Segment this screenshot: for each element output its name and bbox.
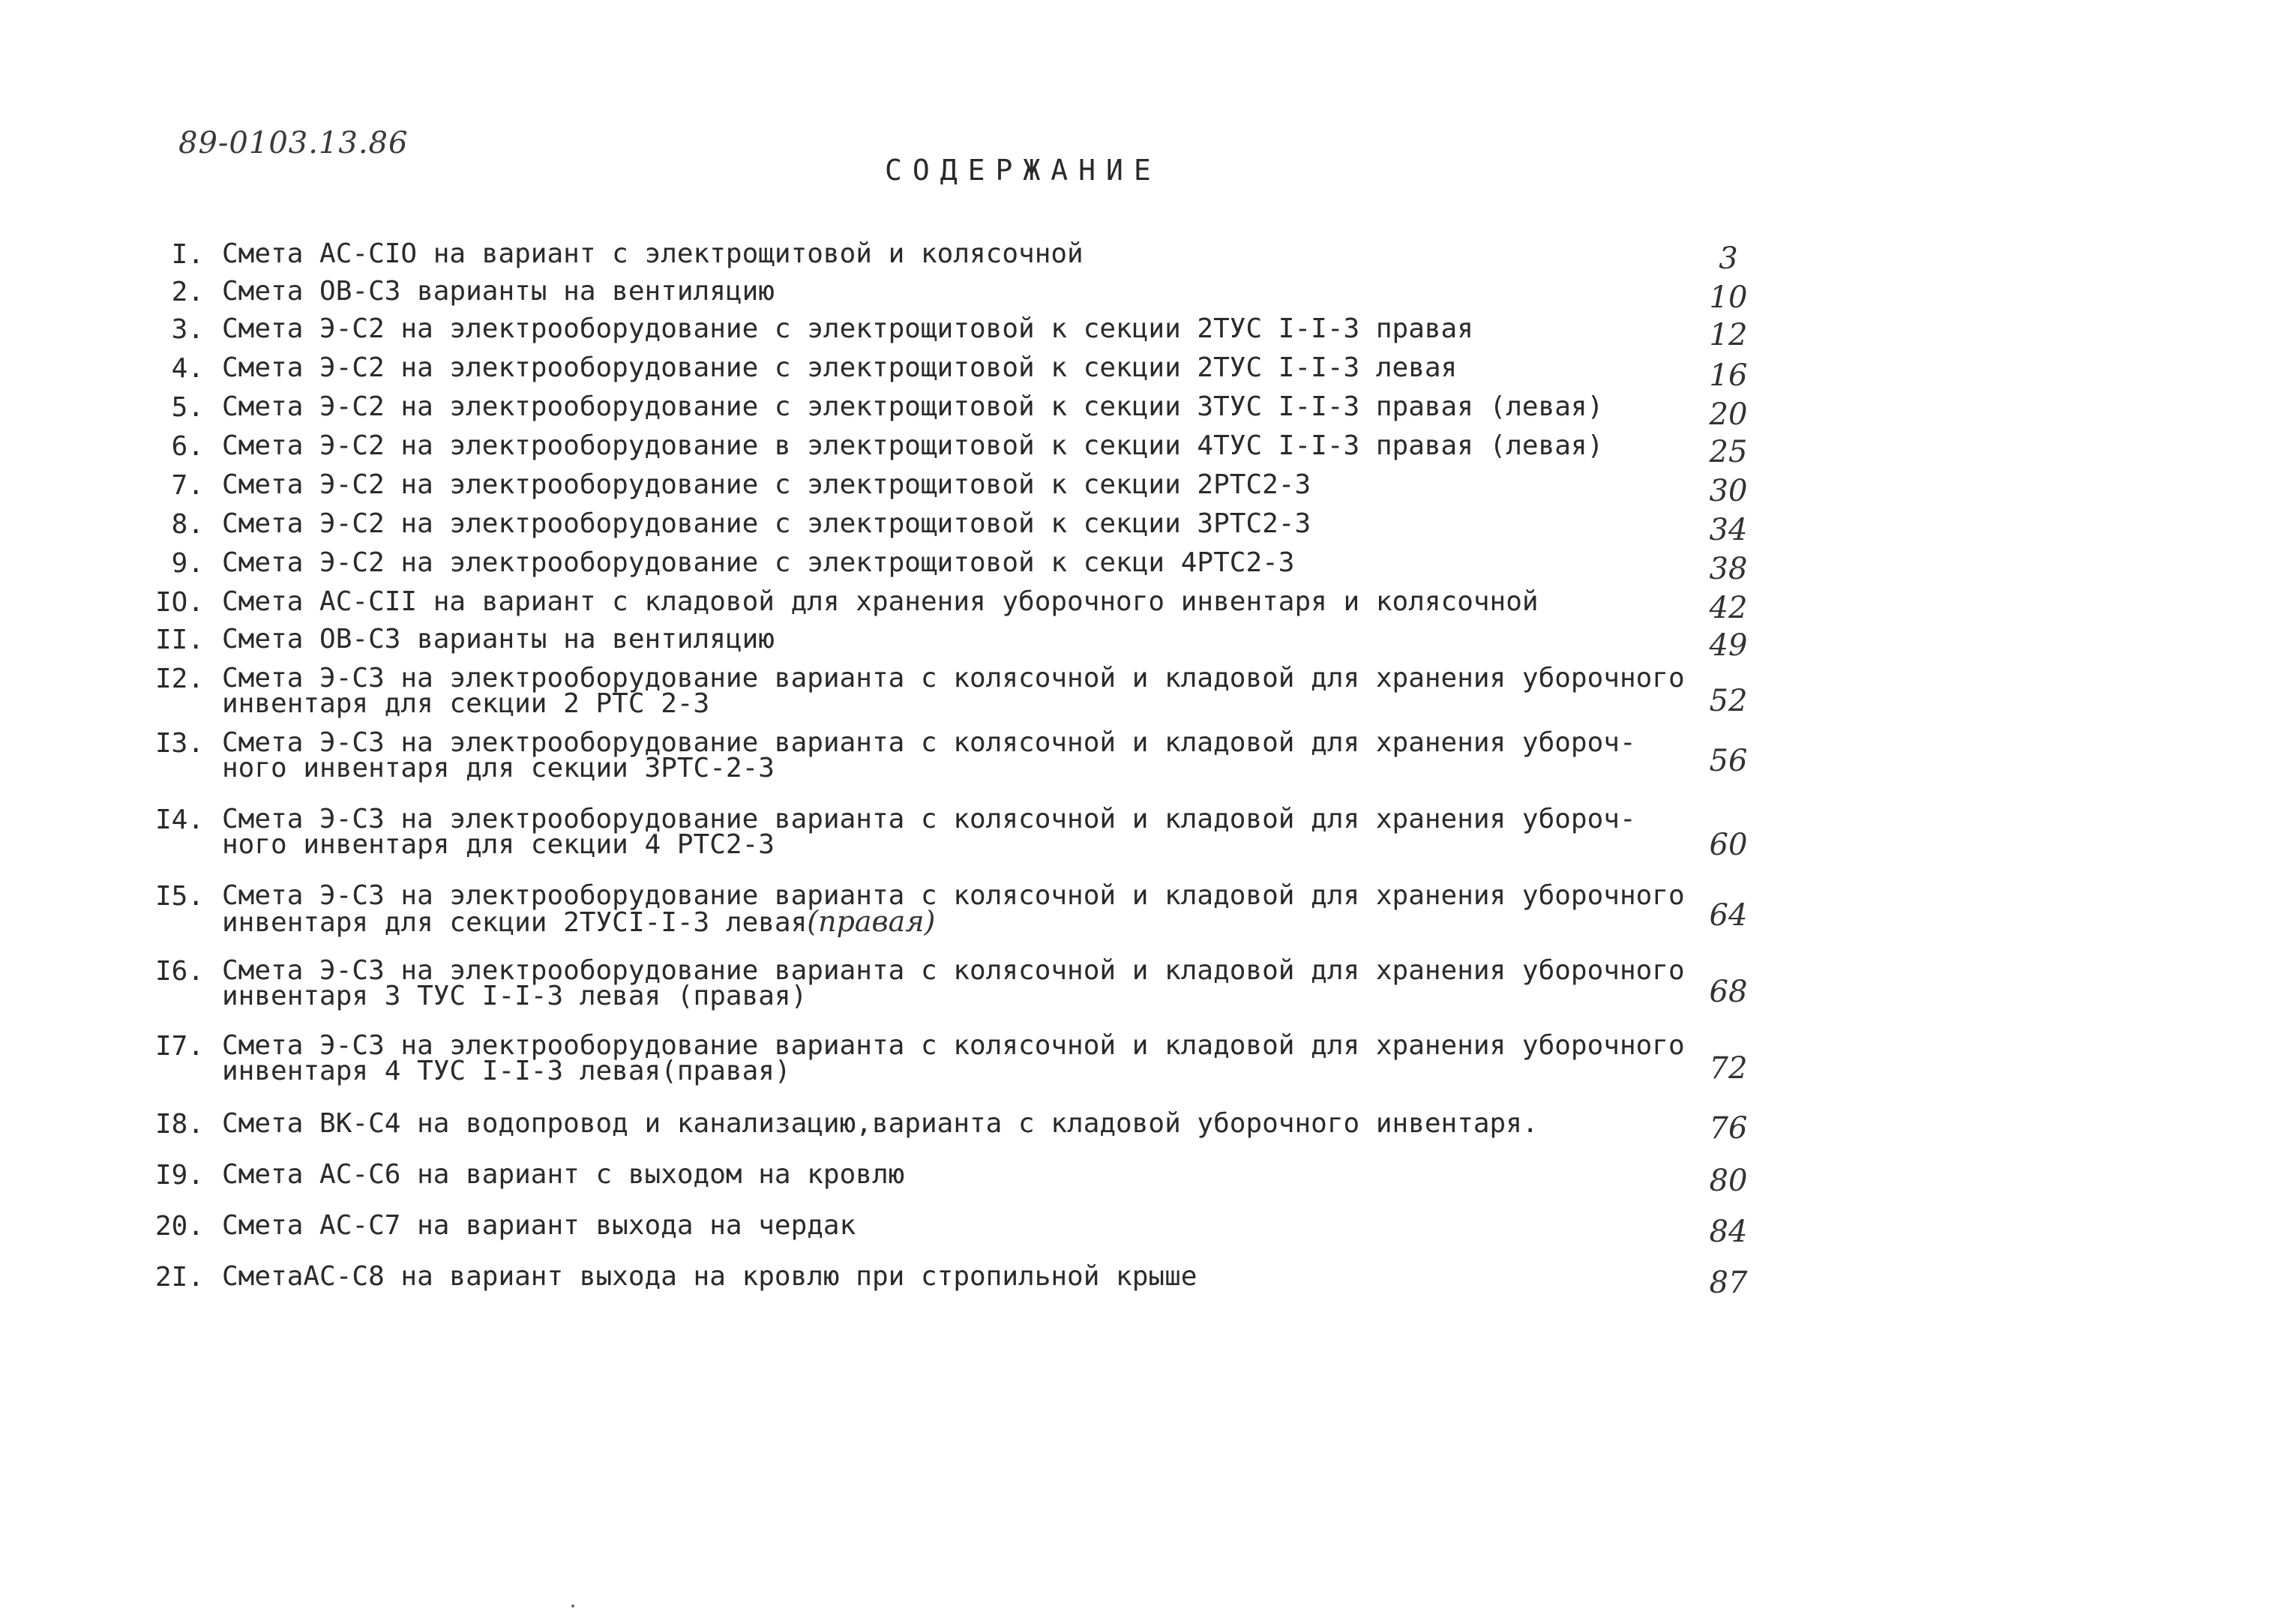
toc-entry-number: I. xyxy=(171,239,204,270)
toc-entry-page-number: 87 xyxy=(1709,1266,1748,1300)
toc-entry-line: ного инвентаря для секции 4 РТС2-3 xyxy=(222,829,775,860)
document-code: 89-0103.13.86 xyxy=(178,126,409,160)
toc-entry-number: I5. xyxy=(154,881,204,912)
toc-entry-number: I7. xyxy=(154,1031,204,1062)
toc-entry-line: Смета Э-С2 на электрооборудование с электрощитовой к секции 2ТУС I-I-3 левая xyxy=(222,352,1458,383)
toc-entry-line: Смета АС-С6 на вариант с выходом на кровлю xyxy=(222,1159,905,1190)
toc-entry-number: 9. xyxy=(171,548,204,579)
toc-entry-line: Смета Э-С2 на электрооборудование с электрощитовой к секции 3РТС2-3 xyxy=(222,508,1311,539)
toc-entry-line: Смета Э-С3 на электрооборудование варианта с колясочной и кладовой для хранения уборочного xyxy=(222,663,1685,694)
toc-entry-line: Смета Э-С3 на электрооборудование варианта с колясочной и кладовой для хранения убороч- xyxy=(222,727,1636,758)
toc-entry-title xyxy=(222,469,1662,500)
toc-entry-title xyxy=(222,276,1662,307)
toc-entry-line: Смета Э-С2 на электрооборудование с электрощитовой к секци 4РТС2-3 xyxy=(222,547,1295,578)
toc-entry-number: I4. xyxy=(154,804,204,835)
toc-entry-line: инвентаря 4 ТУС I-I-3 левая(правая) xyxy=(222,1056,791,1086)
toc-entry-number: 8. xyxy=(171,509,204,540)
toc-entry-page-number: 38 xyxy=(1709,552,1748,586)
toc-entry-number: 20. xyxy=(154,1211,204,1242)
toc-entry-title xyxy=(222,430,1662,461)
toc-entry-title xyxy=(222,1210,1662,1241)
toc-entry-number: I8. xyxy=(154,1109,204,1140)
toc-entry-title xyxy=(222,1108,1662,1139)
toc-entry-title xyxy=(222,1261,1662,1292)
toc-entry-number: I6. xyxy=(154,956,204,987)
toc-entry-line: Смета АС-СII на вариант с кладовой для хранения уборочного инвентаря и колясочной xyxy=(222,586,1539,617)
toc-entry-number: I2. xyxy=(154,664,204,694)
toc-entry-page-number: 72 xyxy=(1709,1051,1748,1086)
toc-entry-page-number: 16 xyxy=(1709,358,1748,393)
toc-entry-line: ного инвентаря для секции 3РТС-2-3 xyxy=(222,753,775,784)
toc-entry-title xyxy=(222,727,1662,784)
toc-entry-title xyxy=(222,663,1685,719)
toc-entry-number: IО. xyxy=(154,587,204,618)
toc-entry-line: Смета АС-СIО на вариант с электрощитовой и колясочной xyxy=(222,238,1084,269)
handwritten-note: (правая) xyxy=(807,905,936,938)
toc-entry-line: Смета ВК-С4 на водопровод и канализацию,варианта с кладовой уборочного инвентаря. xyxy=(222,1108,1539,1139)
toc-entry-line: Смета Э-С2 на электрооборудование в электрощитовой к секции 4ТУС I-I-3 правая (левая) xyxy=(222,430,1604,461)
toc-entry-number: 7. xyxy=(171,470,204,501)
toc-entry-title xyxy=(222,547,1662,578)
toc-entry-line: Смета Э-С2 на электрооборудование с электрощитовой к секции 3ТУС I-I-3 правая (левая) xyxy=(222,391,1604,422)
toc-entry-line: СметаАС-С8 на вариант выхода на кровлю при стропильной крыше xyxy=(222,1261,1197,1292)
toc-entry-title xyxy=(222,313,1662,344)
toc-entry-line-wrap xyxy=(222,905,1662,938)
toc-entry-page-number: 12 xyxy=(1709,318,1748,352)
toc-entry-number: I9. xyxy=(154,1160,204,1191)
toc-entry-title xyxy=(222,586,1662,617)
toc-entry-page-number: 34 xyxy=(1709,513,1748,547)
toc-entry-page-number: 3 xyxy=(1719,241,1738,276)
toc-entry-number: 5. xyxy=(171,392,204,423)
toc-entry-line: Смета Э-С3 на электрооборудование варианта с колясочной и кладовой для хранения уборочного xyxy=(222,1030,1685,1061)
toc-entry-title xyxy=(222,1030,1685,1086)
toc-entry-page-number: 76 xyxy=(1709,1111,1748,1146)
toc-entry-page-number: 20 xyxy=(1709,397,1748,432)
toc-entry-line: инвентаря для секции 2ТУСI-I-3 левая xyxy=(222,907,808,938)
toc-entry-title xyxy=(222,1159,1662,1190)
toc-entry-title xyxy=(222,391,1662,422)
toc-entry-page-number: 56 xyxy=(1709,744,1748,778)
toc-entry-page-number: 84 xyxy=(1709,1215,1748,1249)
toc-entry-page-number: 30 xyxy=(1709,474,1748,508)
toc-entry-page-number: 60 xyxy=(1709,828,1748,862)
toc-entry-page-number: 42 xyxy=(1709,591,1748,625)
toc-entry-title xyxy=(222,880,1685,938)
toc-entry-page-number: 49 xyxy=(1709,628,1748,663)
toc-entry-page-number: 52 xyxy=(1709,684,1748,718)
toc-entry-title xyxy=(222,508,1662,539)
toc-entry-line: Смета Э-С3 на электрооборудование варианта с колясочной и кладовой для хранения уборочного xyxy=(222,880,1685,911)
toc-entry-line: инвентаря 3 ТУС I-I-3 левая (правая) xyxy=(222,981,808,1011)
toc-entry-number: 6. xyxy=(171,431,204,462)
toc-entry-line: Смета Э-С2 на электрооборудование с электрощитовой к секции 2ТУС I-I-3 правая xyxy=(222,313,1473,344)
toc-entry-page-number: 68 xyxy=(1709,975,1748,1009)
toc-entry-line: Смета Э-С3 на электрооборудование варианта с колясочной и кладовой для хранения уборочного xyxy=(222,955,1685,986)
toc-entry-line: Смета Э-С3 на электрооборудование варианта с колясочной и кладовой для хранения убороч- xyxy=(222,804,1636,834)
toc-entry-line: Смета АС-С7 на вариант выхода на чердак xyxy=(222,1210,856,1241)
toc-entry-line: Смета Э-С2 на электрооборудование с электрощитовой к секции 2РТС2-3 xyxy=(222,469,1311,500)
toc-entry-title xyxy=(222,238,1662,269)
toc-entry-number: 3. xyxy=(171,314,204,345)
toc-entry-title xyxy=(222,624,1662,655)
scan-speck xyxy=(571,1605,574,1608)
toc-entry-title xyxy=(222,955,1685,1011)
toc-entry-title xyxy=(222,804,1662,860)
toc-entry-page-number: 10 xyxy=(1709,280,1748,315)
page-title: СОДЕРЖАНИЕ xyxy=(885,154,1161,187)
toc-entry-number: I3. xyxy=(154,728,204,759)
toc-entry-number: 2I. xyxy=(154,1262,204,1293)
toc-entry-line: инвентаря для секции 2 РТС 2-3 xyxy=(222,688,710,719)
toc-entry-number: 4. xyxy=(171,353,204,384)
toc-entry-line: Смета ОВ-С3 варианты на вентиляцию xyxy=(222,624,775,655)
toc-entry-page-number: 64 xyxy=(1709,898,1748,933)
toc-entry-number: 2. xyxy=(171,277,204,307)
toc-entry-number: II. xyxy=(154,625,204,655)
toc-entry-page-number: 25 xyxy=(1709,435,1748,469)
toc-entry-page-number: 80 xyxy=(1709,1164,1748,1198)
toc-entry-line: Смета ОВ-С3 варианты на вентиляцию xyxy=(222,276,775,307)
toc-entry-title xyxy=(222,352,1662,383)
